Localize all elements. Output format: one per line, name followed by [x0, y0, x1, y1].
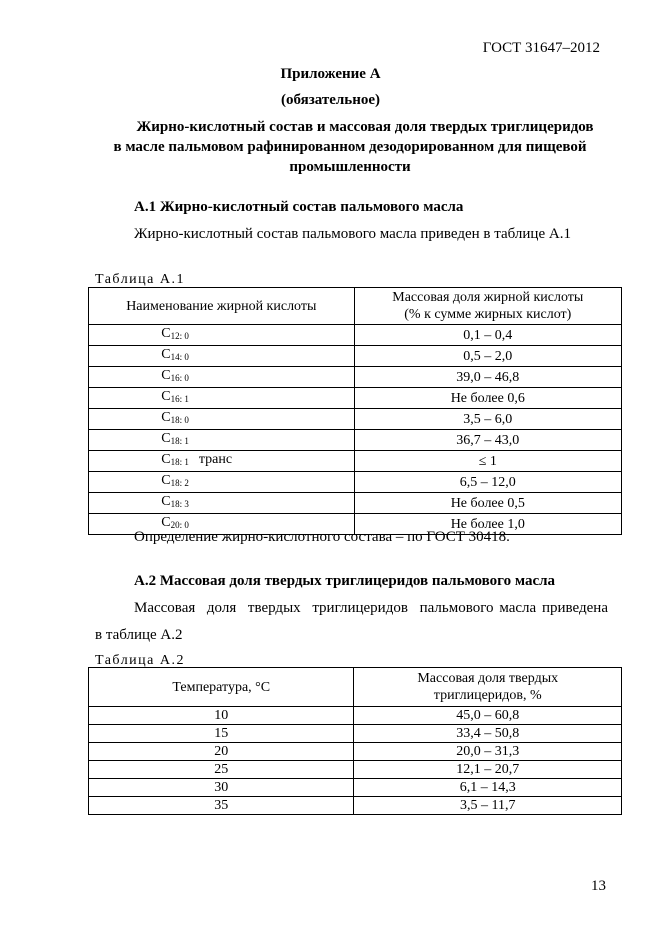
table-a1-value-cell: 0,1 – 0,4: [354, 325, 621, 346]
table-a2-row: [89, 725, 622, 743]
acid-subscript: 18: 0: [170, 415, 189, 425]
table-a2-value-cell: 45,0 – 60,8: [354, 707, 622, 725]
table-a2-header-fraction-line-2: триглицеридов, %: [433, 688, 542, 703]
acid-subscript: 16: 0: [170, 373, 189, 383]
appendix-label: Приложение А: [280, 66, 381, 82]
table-a1-value-cell: Не более 0,6: [354, 388, 621, 409]
table-a1-acid-cell: [89, 493, 355, 514]
table-a1-row: [89, 388, 622, 409]
table-a2-value-cell: 6,1 – 14,3: [354, 779, 622, 797]
table-a1-row: [89, 409, 622, 430]
table-a1-acid-cell: [89, 430, 355, 451]
table-a1-row: [89, 325, 622, 346]
table-a2-value-cell: 12,1 – 20,7: [354, 761, 622, 779]
table-a1-row: [89, 367, 622, 388]
acid-symbol: C: [161, 326, 171, 341]
table-a1-value-cell: 39,0 – 46,8: [354, 367, 621, 388]
section-a1-heading: А.1 Жирно-кислотный состав пальмового масла: [134, 199, 464, 215]
acid-isomer: транс: [198, 452, 233, 467]
acid-subscript: 12: 0: [170, 331, 189, 341]
table-a1-header-row: [89, 288, 622, 325]
table-a2-temperature-cell: 30: [89, 779, 354, 797]
table-a2-value-cell: 33,4 – 50,8: [354, 725, 622, 743]
acid-symbol: C: [161, 494, 171, 509]
table-a2-row: [89, 707, 622, 725]
table-a1-header-fraction-line-2: (% к сумме жирных кислот): [404, 307, 572, 322]
section-a2-text-line-2: в таблице А.2: [95, 627, 183, 643]
table-a2-row: [89, 761, 622, 779]
table-a2-temperature-cell: 10: [89, 707, 354, 725]
acid-symbol: C: [161, 452, 171, 467]
table-a2-value-cell: 20,0 – 31,3: [354, 743, 622, 761]
table-a1-row: [89, 430, 622, 451]
table-a2-row: [89, 779, 622, 797]
appendix-title-line-1: Жирно-кислотный состав и массовая доля твердых триглицеридов: [136, 119, 594, 135]
appendix-title-line-3: промышленности: [289, 159, 411, 175]
acid-symbol: C: [161, 515, 171, 530]
table-a2-body: [89, 707, 622, 815]
table-a1-acid-cell: [89, 388, 355, 409]
table-a2-caption: Таблица А.2: [95, 653, 185, 668]
table-a1-acid-cell: [89, 325, 355, 346]
appendix-title: [80, 117, 620, 177]
table-a1-caption: Таблица А.1: [95, 272, 185, 287]
document-standard-number: ГОСТ 31647–2012: [482, 40, 600, 56]
acid-subscript: 18: 3: [170, 499, 189, 509]
table-a1-value-cell: ≤ 1: [354, 451, 621, 472]
table-a1-header-acid: Наименование жирной кислоты: [89, 288, 355, 325]
appendix-title-line-2: в масле пальмовом рафинированном дезодорированном для пищевой: [113, 139, 587, 155]
table-a1-header-fraction: [354, 288, 621, 325]
table-a2-header-fraction-line-1: Массовая доля твердых: [417, 671, 559, 686]
table-a2-temperature-cell: 20: [89, 743, 354, 761]
acid-subscript: 18: 1: [170, 457, 189, 467]
table-a1-value-cell: Не более 0,5: [354, 493, 621, 514]
table-a1: [88, 287, 622, 535]
acid-subscript: 20: 0: [170, 520, 189, 530]
page-number: 13: [591, 878, 606, 894]
acid-subscript: 16: 1: [170, 394, 189, 404]
table-a1-value-cell: 3,5 – 6,0: [354, 409, 621, 430]
table-a2: [88, 667, 622, 815]
acid-subscript: 18: 2: [170, 478, 189, 488]
table-a2-value-cell: 3,5 – 11,7: [354, 797, 622, 815]
section-a2-text-line-1: Массовая доля твердых триглицеридов пальмового масла приведена: [134, 600, 608, 616]
acid-symbol: C: [161, 410, 171, 425]
table-a1-acid-cell: [89, 367, 355, 388]
section-a2-heading: А.2 Массовая доля твердых триглицеридов пальмового масла: [134, 573, 556, 589]
table-a2-temperature-cell: 35: [89, 797, 354, 815]
table-a1-row: [89, 346, 622, 367]
acid-symbol: C: [161, 431, 171, 446]
determination-note: Определение жирно-кислотного состава – по ГОСТ 30418.: [134, 529, 510, 545]
table-a1-value-cell: Не более 1,0: [354, 514, 621, 535]
table-a1-acid-cell: [89, 346, 355, 367]
table-a1-row: [89, 472, 622, 493]
table-a1-acid-cell: [89, 472, 355, 493]
table-a1-acid-cell: [89, 409, 355, 430]
table-a2-header-temperature: Температура, °С: [89, 668, 354, 707]
table-a2-header-row: [89, 668, 622, 707]
table-a1-value-cell: 6,5 – 12,0: [354, 472, 621, 493]
acid-subscript: 18: 1: [170, 436, 189, 446]
acid-symbol: C: [161, 347, 171, 362]
table-a1-header-fraction-line-1: Массовая доля жирной кислоты: [392, 290, 584, 305]
table-a1-row: [89, 451, 622, 472]
acid-symbol: C: [161, 473, 171, 488]
table-a1-body: [89, 325, 622, 535]
table-a2-row: [89, 797, 622, 815]
table-a2-temperature-cell: 15: [89, 725, 354, 743]
table-a1-acid-cell: [89, 451, 355, 472]
acid-symbol: C: [161, 389, 171, 404]
table-a2-row: [89, 743, 622, 761]
table-a2-temperature-cell: 25: [89, 761, 354, 779]
table-a1-value-cell: 36,7 – 43,0: [354, 430, 621, 451]
appendix-status: (обязательное): [280, 92, 381, 108]
section-a1-text: Жирно-кислотный состав пальмового масла приведен в таблице А.1: [134, 226, 571, 242]
acid-subscript: 14: 0: [170, 352, 189, 362]
table-a1-value-cell: 0,5 – 2,0: [354, 346, 621, 367]
acid-symbol: C: [161, 368, 171, 383]
table-a2-header-fraction: [354, 668, 622, 707]
table-a1-row: [89, 493, 622, 514]
